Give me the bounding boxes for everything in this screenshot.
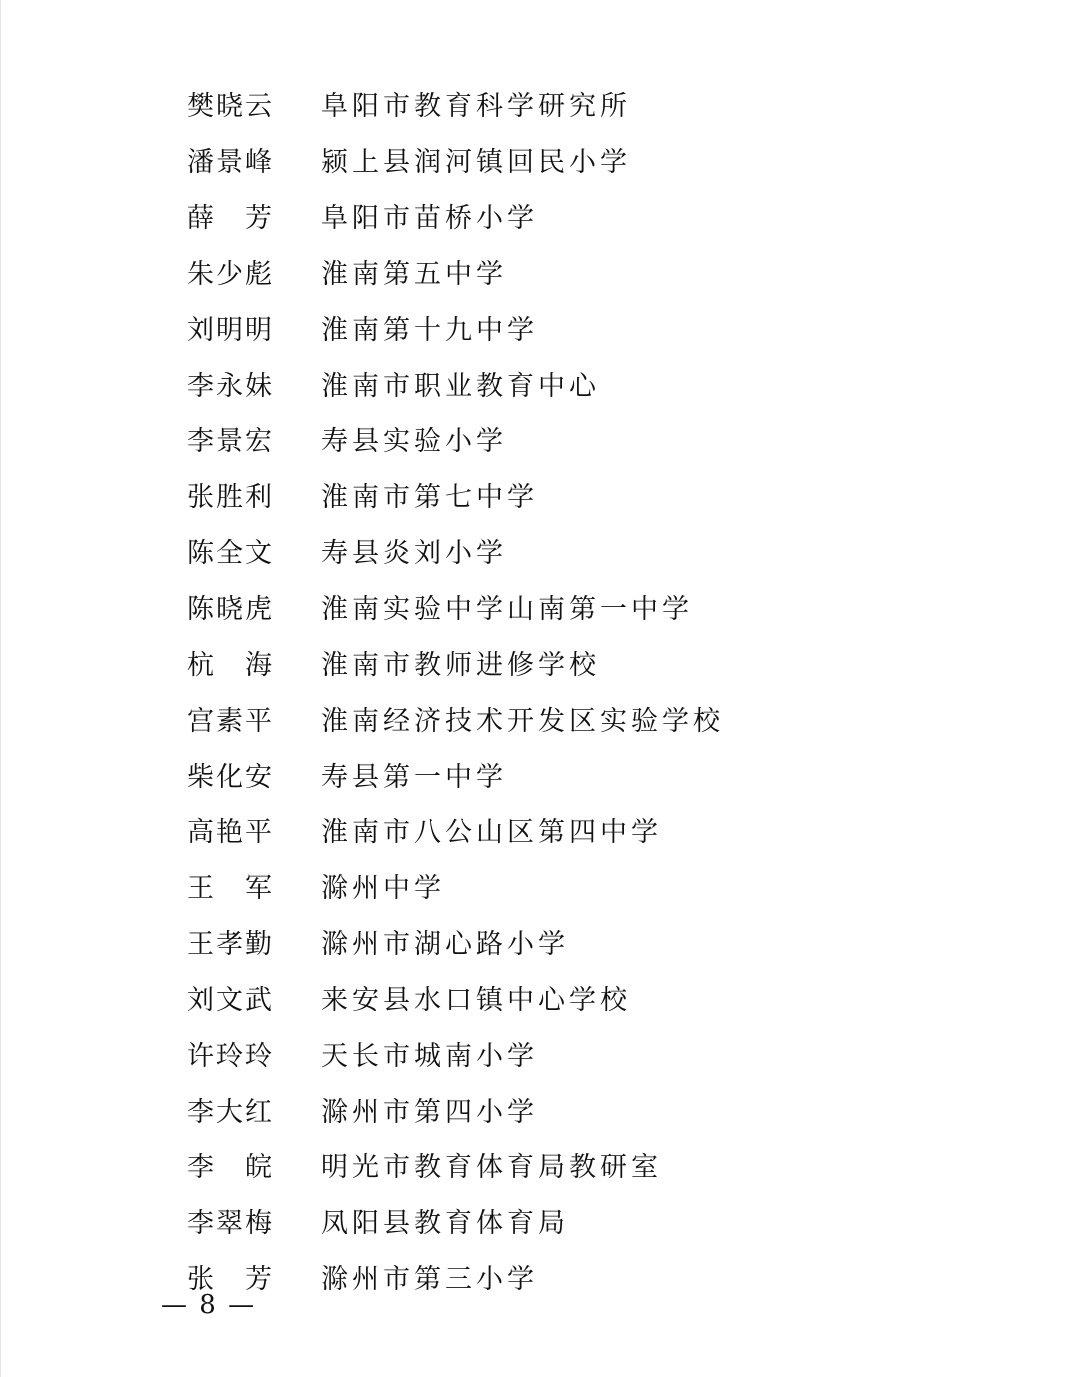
list-item	[187, 1081, 987, 1137]
organization: 阜阳市教育科学研究所	[321, 91, 631, 123]
person-name: 李 皖	[187, 1152, 274, 1184]
person-name: 李大红	[187, 1096, 274, 1128]
list-item	[187, 523, 987, 579]
list-item	[187, 132, 987, 188]
organization: 淮南市第七中学	[321, 482, 538, 514]
person-name: 李翠梅	[187, 1208, 274, 1240]
organization: 颍上县润河镇回民小学	[321, 147, 631, 179]
list-item	[187, 1249, 987, 1305]
person-name: 高艳平	[187, 817, 274, 849]
list-item	[187, 1137, 987, 1193]
person-name: 张胜利	[187, 482, 274, 514]
organization: 淮南市教师进修学校	[321, 649, 600, 681]
list-item	[187, 411, 987, 467]
organization: 来安县水口镇中心学校	[321, 984, 631, 1016]
organization: 淮南市八公山区第四中学	[321, 817, 662, 849]
organization: 淮南市职业教育中心	[321, 370, 600, 402]
person-name: 许玲玲	[187, 1040, 274, 1072]
list-item	[187, 244, 987, 300]
organization: 淮南第五中学	[321, 258, 507, 290]
organization: 滁州中学	[321, 873, 445, 905]
person-name: 李景宏	[187, 426, 274, 458]
person-name: 王 军	[187, 873, 274, 905]
person-name: 樊晓云	[187, 91, 274, 123]
person-name: 刘文武	[187, 984, 274, 1016]
organization: 淮南经济技术开发区实验学校	[321, 705, 724, 737]
list-item	[187, 467, 987, 523]
organization: 寿县炎刘小学	[321, 538, 507, 570]
list-item	[187, 690, 987, 746]
organization: 寿县第一中学	[321, 761, 507, 793]
organization: 阜阳市苗桥小学	[321, 203, 538, 235]
person-name: 潘景峰	[187, 147, 274, 179]
organization: 凤阳县教育体育局	[321, 1208, 569, 1240]
person-name: 王孝勤	[187, 929, 274, 961]
list-item	[187, 76, 987, 132]
list-item	[187, 858, 987, 914]
list-item	[187, 299, 987, 355]
organization: 淮南实验中学山南第一中学	[321, 594, 693, 626]
person-name: 柴化安	[187, 761, 274, 793]
person-name: 李永妹	[187, 370, 274, 402]
person-name: 杭 海	[187, 649, 274, 681]
person-name: 薛 芳	[187, 203, 274, 235]
organization: 滁州市湖心路小学	[321, 929, 569, 961]
organization: 天长市城南小学	[321, 1040, 538, 1072]
list-item	[187, 634, 987, 690]
organization: 寿县实验小学	[321, 426, 507, 458]
organization: 滁州市第三小学	[321, 1264, 538, 1296]
organization: 滁州市第四小学	[321, 1096, 538, 1128]
organization: 淮南第十九中学	[321, 314, 538, 346]
list-item	[187, 970, 987, 1026]
list-item	[187, 802, 987, 858]
list-item	[187, 188, 987, 244]
list-item	[187, 914, 987, 970]
list-item	[187, 579, 987, 635]
organization: 明光市教育体育局教研室	[321, 1152, 662, 1184]
page-number: — 8 —	[161, 1290, 257, 1320]
list-item	[187, 1025, 987, 1081]
person-name: 刘明明	[187, 314, 274, 346]
person-name: 宫素平	[187, 705, 274, 737]
person-name: 朱少彪	[187, 258, 274, 290]
person-name: 陈全文	[187, 538, 274, 570]
person-name: 张 芳	[187, 1264, 274, 1296]
person-name: 陈晓虎	[187, 594, 274, 626]
list-item	[187, 355, 987, 411]
list-item	[187, 746, 987, 802]
list-item	[187, 1193, 987, 1249]
name-list	[187, 76, 987, 1305]
